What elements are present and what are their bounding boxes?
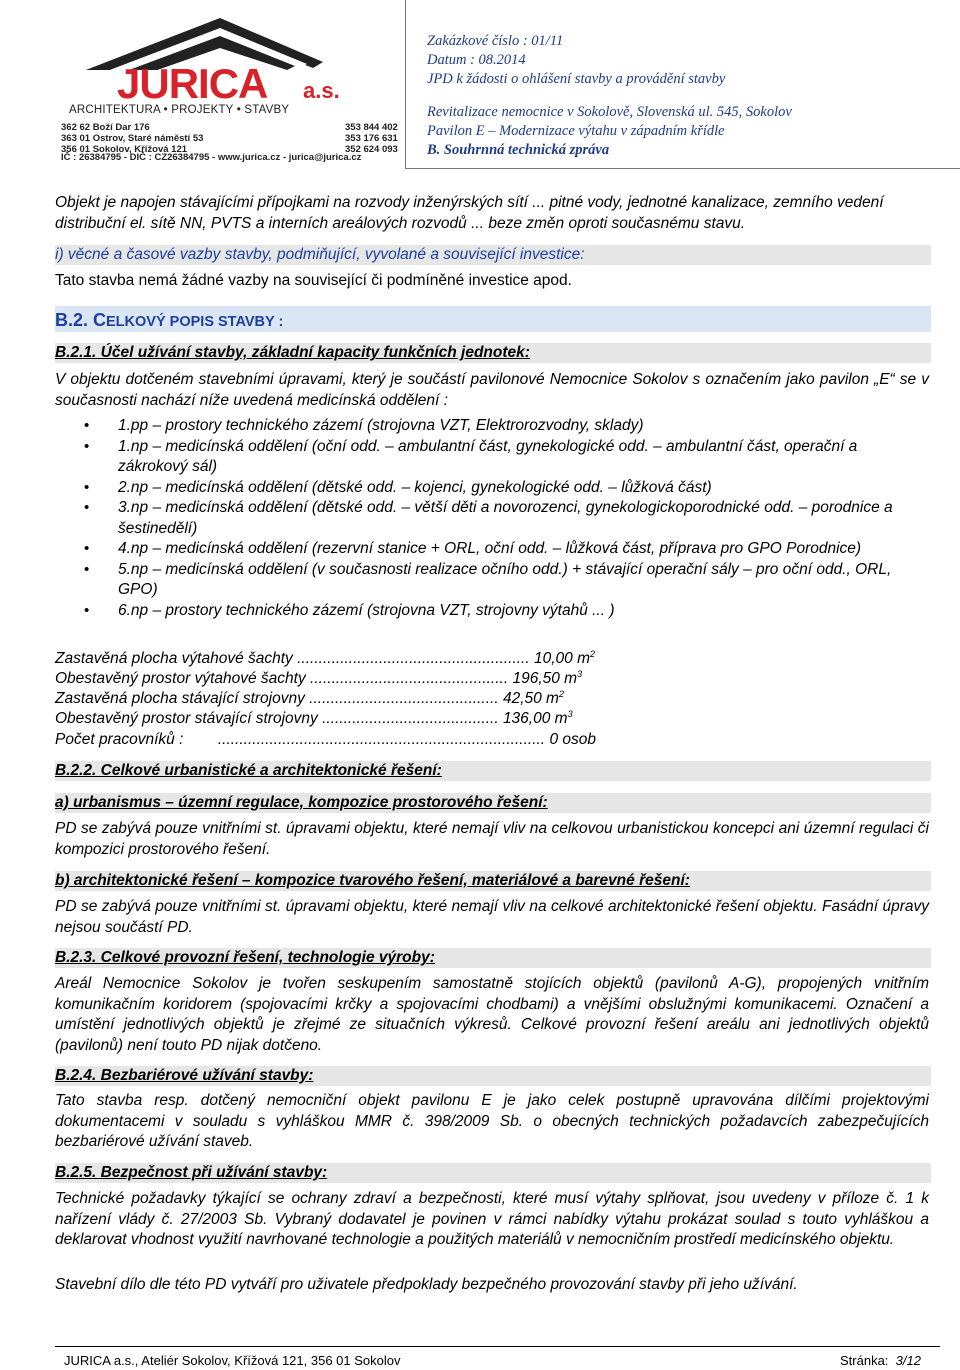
- paragraph-connection: Objekt je napojen stávajícími přípojkami na rozvody inženýrských sítí ... pitné vody, jednotné kanalizace, zemního vedení distribuční el. sítě NN, PVTS a interních areálových rozvodů ... beze změn oproti současnému stavu.: [55, 194, 884, 232]
- paragraph-b23: Areál Nemocnice Sokolov je tvořen seskupením samostatně stojících objektů (pavilonů A-G), propojených vnitřním komunikačním koridorem (spojovacími krčky a spojovacími chodbami) a vnějšími obslužnými komunikacemi. Označení a umístění jednotlivých objektů je zřejmé ze situačních výkresů. Celkové provozní řešení areálu ani jednotlivých objektů (pavilonů) není touto PD nijak dotčeno.: [55, 975, 929, 1054]
- project-info: [427, 32, 792, 160]
- list-item: • 1.np – medicínská oddělení (oční odd. – ambulantní část, gynekologické odd. – ambulantní část, operační a zákrokový sál): [90, 437, 929, 478]
- capacity-row: Zastavěná plocha stávající strojovny ............................................ 42,50 $m^2$: [55, 688, 564, 707]
- list-item: • 1.pp – prostory technického zázemí (strojovna VZT, Elektrorozvodny, sklady): [90, 416, 929, 437]
- list-item: • 2.np – medicínská oddělení (dětské odd. – kojenci, gynekologické odd. – lůžková část): [90, 478, 929, 499]
- paragraph-b: PD se zabývá pouze vnitřními st. úpravami objektu, které nemají vliv na celkové architektonické řešení objektu. Fasádní úpravy nejsou součástí PD.: [55, 898, 929, 936]
- heading-b25: B.2.5. Bezpečnost při užívání stavby:: [55, 1164, 328, 1181]
- project-name: Revitalizace nemocnice v Sokolově, Slovenská ul. 545, Sokolov: [427, 104, 792, 120]
- list-item: • 3.np – medicínská oddělení (dětské odd. – větší děti a novorozenci, gynekologickoporodnické odd. – porodnice a šestinedělí): [90, 498, 929, 539]
- project-part: Pavilon E – Modernizace výtahu v západním křídle: [427, 123, 725, 139]
- header-divider-horizontal: [405, 168, 960, 169]
- capacity-row: Zastavěná plocha výtahové šachty ...................................................... 10,00 $m^2$: [55, 648, 596, 667]
- company-logo: [55, 10, 398, 165]
- heading-i: i) věcné a časové vazby stavby, podmiňující, vyvolané a související investice:: [55, 246, 585, 263]
- heading-a: a) urbanismus – územní regulace, kompozice prostorového řešení:: [55, 794, 548, 811]
- heading-b22: B.2.2. Celkové urbanistické a architektonické řešení:: [55, 762, 442, 779]
- header-divider-vertical: [405, 0, 406, 168]
- order-number: Zakázkové číslo : 01/11: [427, 33, 564, 49]
- heading-b24: B.2.4. Bezbariérové užívání stavby:: [55, 1067, 314, 1084]
- page-header: [0, 0, 960, 170]
- capacity-row: Obestavěný prostor výtahové šachty .............................................. 196,50 $m^3$: [55, 668, 583, 687]
- logo-name: JURICA: [117, 60, 268, 107]
- logo-ids: IČ : 26384795 - DIČ : CZ26384795 - www.jurica.cz - jurica@jurica.cz: [61, 152, 362, 163]
- logo-address: 362 62 Boží Dar 176 363 01 Ostrov, Staré náměstí 53 356 01 Sokolov, Křížová 121: [61, 122, 204, 155]
- logo-suffix: a.s.: [303, 78, 340, 103]
- logo-subtitle: ARCHITEKTURA • PROJEKTY • STAVBY: [69, 104, 290, 116]
- paragraph-a: PD se zabývá pouze vnitřními st. úpravami objektu, které nemají vliv na celkovou urbanistickou koncepci ani územní regulaci či kompozici prostorového řešení.: [55, 820, 929, 858]
- logo-phones: 353 844 402 353 176 631 352 624 093: [345, 122, 398, 155]
- heading-b2: B.2. CELKOVÝ POPIS STAVBY :: [55, 310, 284, 330]
- list-item: • 5.np – medicínská oddělení (v současnosti realizace očního odd.) + stávající operační sály – pro oční odd., ORL, GPO): [90, 560, 929, 601]
- document-title: B. Souhrnná technická zpráva: [427, 142, 610, 158]
- paragraph-b21: V objektu dotčeném stavebními úpravami, který je součástí pavilonové Nemocnice Sokolov s označením jako pavilon „E“ se v současnosti nachází níže uvedená medicínská oddělení :: [55, 371, 929, 409]
- paragraph-b24: Tato stavba resp. dotčený nemocniční objekt pavilonu E je jako celek postupně upravována dílčími projektovými dokumentacemi v souladu s vyhláškou MMR č. 398/2009 Sb. o obecných technických požadavcích zabezpečujících bezbariérové užívání staveb.: [55, 1092, 929, 1150]
- heading-b: b) architektonické řešení – kompozice tvarového řešení, materiálové a barevné řešení:: [55, 872, 690, 889]
- paragraph-b25a: Technické požadavky týkající se ochrany zdraví a bezpečnosti, které musí výtahy splňovat, jsou uvedeny v příloze č. 1 k nařízení vlády č. 27/2003 Sb. Vybraný dodavatel je povinen v rámci nabídky výtahu prokázat soulad s touto vyhláškou a deklarovat vhodnost využití navrhované technologie a použitých materiálů v nemocničním prostředí medicínského objektu.: [55, 1190, 929, 1248]
- list-item: • 6.np – prostory technického zázemí (strojovna VZT, strojovny výtahů ... ): [90, 601, 929, 622]
- paragraph-i: Tato stavba nemá žádné vazby na související či podmíněné investice apod.: [55, 272, 572, 289]
- department-list: [90, 416, 929, 621]
- capacity-row: Počet pracovníků : ............................................................................ 0 osob: [55, 731, 596, 748]
- footer-page: Stránka: 3/12: [840, 1353, 921, 1368]
- document-purpose: JPD k žádosti o ohlášení stavby a provádění stavby: [427, 71, 726, 87]
- footer-company: JURICA a.s., Ateliér Sokolov, Křížová 121, 356 01 Sokolov: [64, 1353, 401, 1368]
- heading-b23: B.2.3. Celkové provozní řešení, technologie výroby:: [55, 949, 435, 966]
- list-item: • 4.np – medicínská oddělení (rezervní stanice + ORL, oční odd. – lůžková část, příprava pro GPO Porodnice): [90, 539, 929, 560]
- footer-divider: [55, 1346, 940, 1347]
- capacity-row: Obestavěný prostor stávající strojovny ......................................... 136,00 $m^3$: [55, 708, 573, 727]
- paragraph-b25b: Stavební dílo dle této PD vytváří pro uživatele předpoklady bezpečného provozování stavby při jeho užívání.: [55, 1276, 798, 1293]
- date: Datum : 08.2014: [427, 52, 526, 68]
- heading-b21: B.2.1. Účel užívání stavby, základní kapacity funkčních jednotek:: [55, 344, 530, 361]
